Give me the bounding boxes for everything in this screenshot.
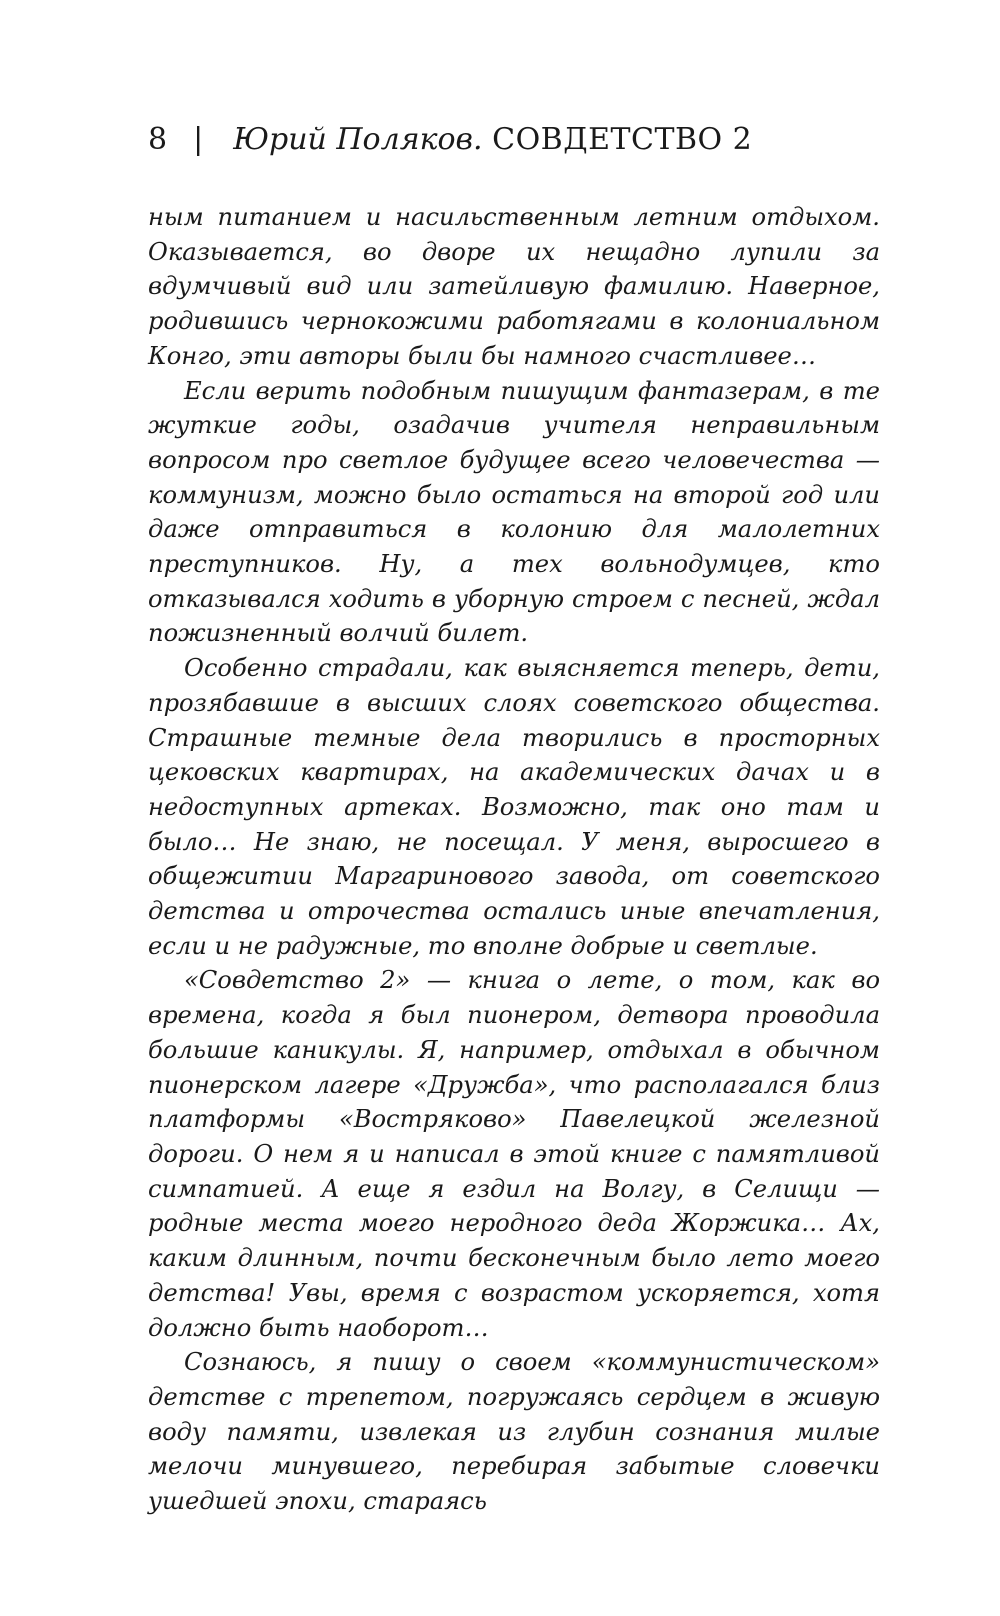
paragraph: Сознаюсь, я пишу о своем «коммунистическом» детстве с трепетом, погружаясь сердцем в живую воду памяти, извлекая из глубин сознания милые мелочи минувшего, перебирая забытые словечки ушедшей эпохи, стараясь	[148, 1348, 880, 1516]
page-number: 8	[148, 122, 168, 157]
header-separator: |	[193, 122, 204, 157]
book-title: СОВДЕТСТВО 2	[492, 122, 753, 157]
paragraph: «Совдетство 2» — книга о лете, о том, как во времена, когда я был пионером, детвора проводила большие каникулы. Я, например, отдыхал в обычном пионерском лагере «Дружба», что располагался близ платформы «Востряково» Павелецкой железной дороги. О нем я и написал в этой книге с памятливой симпатией. А еще я ездил на Волгу, в Селищи — родные места моего неродного деда Жоржика… Ах, каким длинным, почти бесконечным было лето моего детства! Увы, время с возрастом ускоряется, хотя должно быть наоборот…	[148, 966, 880, 1342]
running-header	[148, 120, 880, 160]
paragraph-continued: ным питанием и насильственным летним отдыхом. Оказывается, во дворе их нещадно лупили за вдумчивый вид или затейливую фамилию. Наверное, родившись чернокожими работягами в колониальном Конго, эти авторы были бы намного счастливее…	[148, 203, 880, 370]
body-text	[148, 200, 880, 1519]
author-name: Юрий Поляков.	[233, 122, 483, 157]
paragraph: Если верить подобным пишущим фантазерам, в те жуткие годы, озадачив учителя неправильным вопросом про светлое будущее всего человечества — коммунизм, можно было остаться на второй год или даже отправиться в колонию для малолетних преступников. Ну, а тех вольнодумцев, кто отказывался ходить в уборную строем с песней, ждал пожизненный волчий билет.	[148, 376, 880, 648]
paragraph: Особенно страдали, как выясняется теперь, дети, прозябавшие в высших слоях советского общества. Страшные темные дела творились в просторных цековских квартирах, на академических дачах и в недоступных артеках. Возможно, так оно там и было… Не знаю, не посещал. У меня, выросшего в общежитии Маргаринового завода, от советского детства и отрочества остались иные впечатления, если и не радужные, то вполне добрые и светлые.	[148, 654, 880, 960]
